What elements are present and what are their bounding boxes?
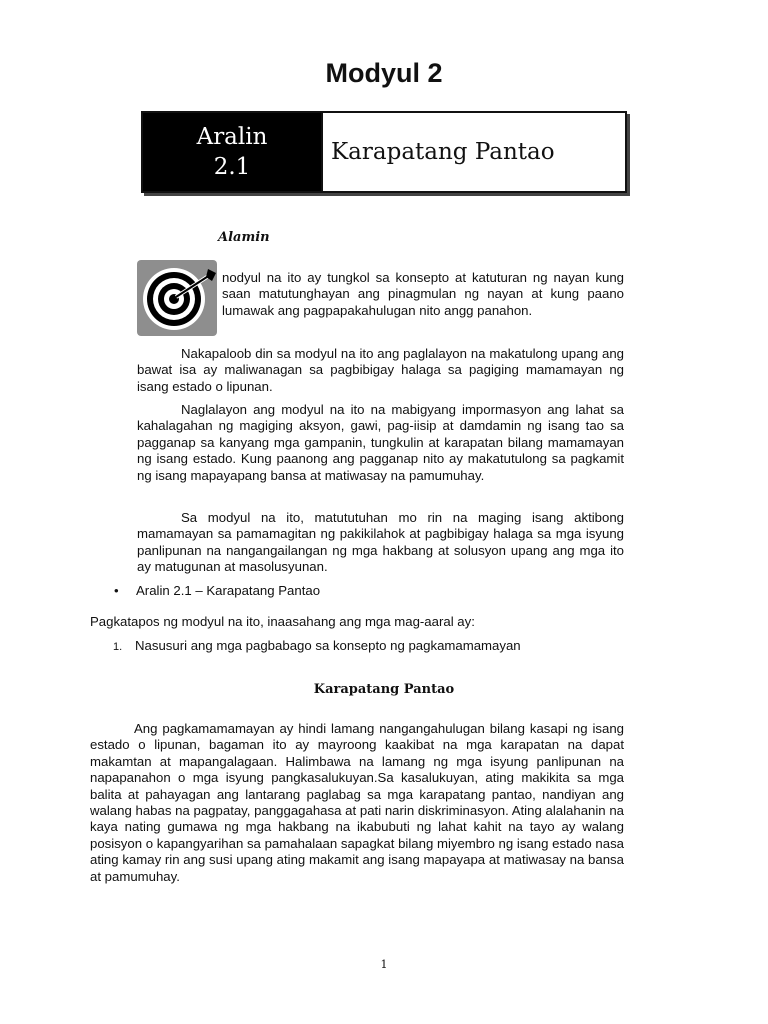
expectation-item (113, 638, 521, 653)
lesson-title: Karapatang Pantao (321, 113, 625, 191)
page-number: 1 (380, 958, 388, 971)
bullet-text: Aralin 2.1 – Karapatang Pantao (136, 583, 321, 598)
lesson-number: 2.1 (213, 154, 251, 180)
body-paragraph-1: Nakapaloob din sa modyul na ito ang paglalayon na makatulong upang ang bawat isa ay maliwanagan sa pagbibigay halaga sa pagiging mamamayan ng isang estado o lipunan. (137, 346, 624, 394)
module-title: Modyul 2 (325, 58, 443, 88)
lesson-bullet-item (114, 583, 320, 598)
bullet-symbol: • (114, 583, 119, 598)
expectation-item-text: Nasusuri ang mga pagbabago sa konsepto ng pagkamamamayan (135, 638, 521, 653)
lesson-label: Aralin (196, 124, 268, 150)
expectation-item-number: 1. (113, 641, 123, 653)
sub-heading: Karapatang Pantao (313, 682, 455, 697)
body-paragraph-2: Naglalayon ang modyul na ito na mabigyang impormasyon ang lahat sa kahalagahan ng magiging aksyon, gawi, pag-iisip at damdamin ng isang tao sa pagganap sa kanyang mga gampanin, tungkulin at karapatan bilang mamamayan ng isang estado. Kung paanong ang pagganap nito ay makatutulong sa pagkamit ng isang mapayapang bansa at matiwasay na pamumuhay. (137, 402, 624, 483)
lesson-number-block (143, 113, 321, 191)
body-paragraph-3: Sa modyul na ito, matututuhan mo rin na maging isang aktibong mamamayan sa pamamagitan ng pakikilahok at pagbibigay halaga sa mga isyung panlipunan na nangangailangan ng mga hakbang at solusyon upang ang mga ito ay matugunan at masolusyunan. (137, 510, 624, 575)
section-label-alamin: Alamin (218, 230, 270, 245)
lesson-header-box (141, 111, 627, 193)
main-paragraph: Ang pagkamamamayan ay hindi lamang nangangahulugan bilang kasapi ng isang estado o lipunan, bagaman ito ay mayroong kaakibat na mga karapatan na dapat makamtan at mapangalagaan. Halimbawa na lamang ng mga isyung panlipunan na napapanahon o mga isyung pangkasalukuyan.Sa kasalukuyan, ating makikita sa mga balita at pahayagan ang lantarang paglabag sa mga karapatang pantao, nandiyan ang walang habas na pagpatay, panggagahasa at pati narin diskriminasyon. Ating alalahanin na kaya nating gumawa ng mga hakbang na ikabubuti ng lahat kahit na tayo ay walang posisyon o kapangyarihan sa pamahalaan sapagkat bilang miyembro ng isang estado nasa ating kamay rin ang susi upang ating makamit ang isang mapayapa at matiwasay na bansa at pamumuhay. (90, 721, 624, 884)
target-icon (136, 259, 218, 337)
intro-paragraph: nodyul na ito ay tungkol sa konsepto at katuturan ng nayan kung saan matutunghayan ang pinagmulan ng nayan at kung paano lumawak ang pagpapakahulugan nito angg panahon. (222, 270, 624, 318)
expectation-intro: Pagkatapos ng modyul na ito, inaasahang ang mga mag-aaral ay: (90, 614, 475, 629)
